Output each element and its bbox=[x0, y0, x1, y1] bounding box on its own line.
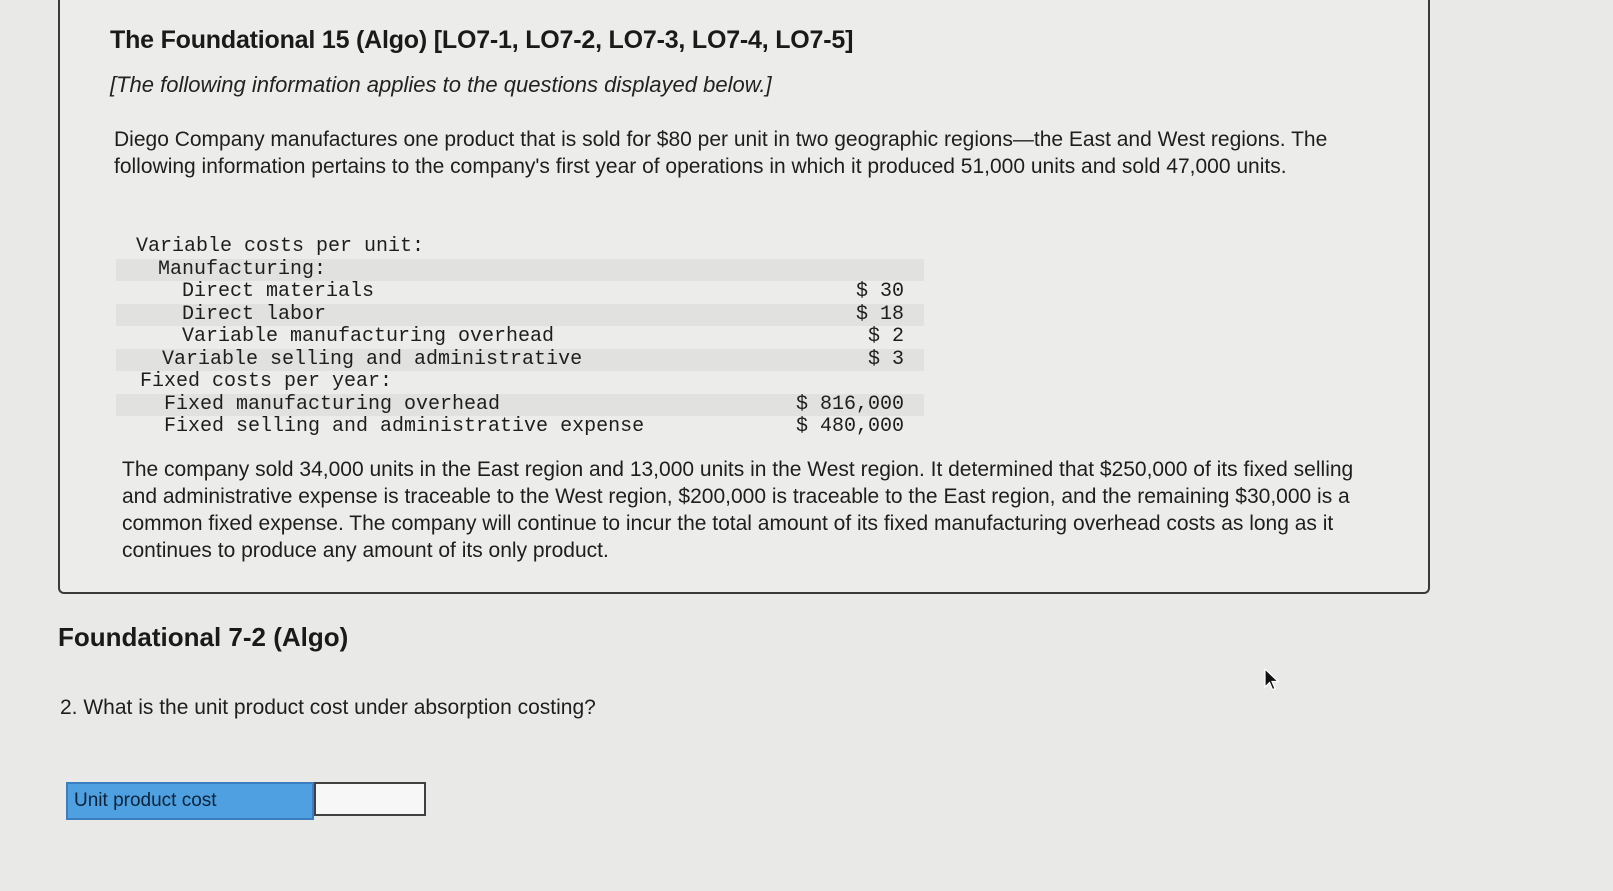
cost-value: $ 30 bbox=[855, 280, 904, 303]
cost-label: Variable manufacturing overhead bbox=[182, 325, 555, 348]
cost-row-direct-labor bbox=[116, 304, 924, 327]
question-text: 2. What is the unit product cost under absorption costing? bbox=[60, 696, 596, 719]
cost-value: $ 2 bbox=[867, 325, 904, 348]
question-heading: Foundational 7-2 (Algo) bbox=[58, 622, 349, 652]
cost-value: $ 480,000 bbox=[795, 415, 904, 438]
cost-row-fixed-heading bbox=[116, 371, 924, 394]
answer-row bbox=[66, 782, 426, 820]
cost-value: $ 816,000 bbox=[795, 392, 904, 416]
cost-value: $ 18 bbox=[855, 302, 904, 326]
cost-label: Variable costs per unit: bbox=[136, 235, 425, 258]
card-title: The Foundational 15 (Algo) [LO7-1, LO7-2, LO7-3, LO7-4, LO7-5] bbox=[110, 26, 854, 54]
cost-value: $ 3 bbox=[867, 347, 904, 371]
card-subtitle: [The following information applies to the questions displayed below.] bbox=[110, 72, 772, 97]
cost-label: Fixed manufacturing overhead bbox=[164, 392, 501, 416]
cost-label: Direct materials bbox=[182, 280, 375, 303]
card-intro: Diego Company manufactures one product that is sold for $80 per unit in two geographic regions—the East and West regions. The following information pertains to the company's first year of operations in which it produced 51,000 units and sold 47,000 units. bbox=[114, 128, 1328, 178]
cost-row-variable-selling-admin bbox=[116, 349, 924, 372]
cost-label: Manufacturing: bbox=[158, 257, 327, 281]
card-outro: The company sold 34,000 units in the East region and 13,000 units in the West region. It determined that $250,000 of its fixed selling and administrative expense is traceable to the West region, $200,000 is traceable to the East region, and the remaining $30,000 is a common fixed expense. The company will continue to incur the total amount of its fixed manufacturing overhead costs as long as it continues to produce any amount of its only product. bbox=[122, 458, 1354, 562]
cost-label: Fixed selling and administrative expense bbox=[164, 415, 645, 438]
unit-product-cost-label: Unit product cost bbox=[66, 782, 314, 820]
cost-row-variable-mfg-overhead bbox=[116, 326, 924, 349]
cost-row-direct-materials bbox=[116, 281, 924, 304]
unit-product-cost-input[interactable] bbox=[314, 782, 426, 816]
cost-row-manufacturing-heading bbox=[116, 259, 924, 282]
cost-label: Variable selling and administrative bbox=[162, 347, 583, 371]
cost-row-fixed-mfg-overhead bbox=[116, 394, 924, 417]
info-card bbox=[58, 0, 1430, 594]
cost-table bbox=[116, 236, 924, 439]
cost-label: Direct labor bbox=[182, 302, 327, 326]
cost-label: Fixed costs per year: bbox=[140, 370, 393, 393]
cost-row-fixed-selling-admin bbox=[116, 416, 924, 439]
cost-row-variable-heading bbox=[116, 236, 924, 259]
mouse-pointer-icon bbox=[1264, 668, 1280, 692]
